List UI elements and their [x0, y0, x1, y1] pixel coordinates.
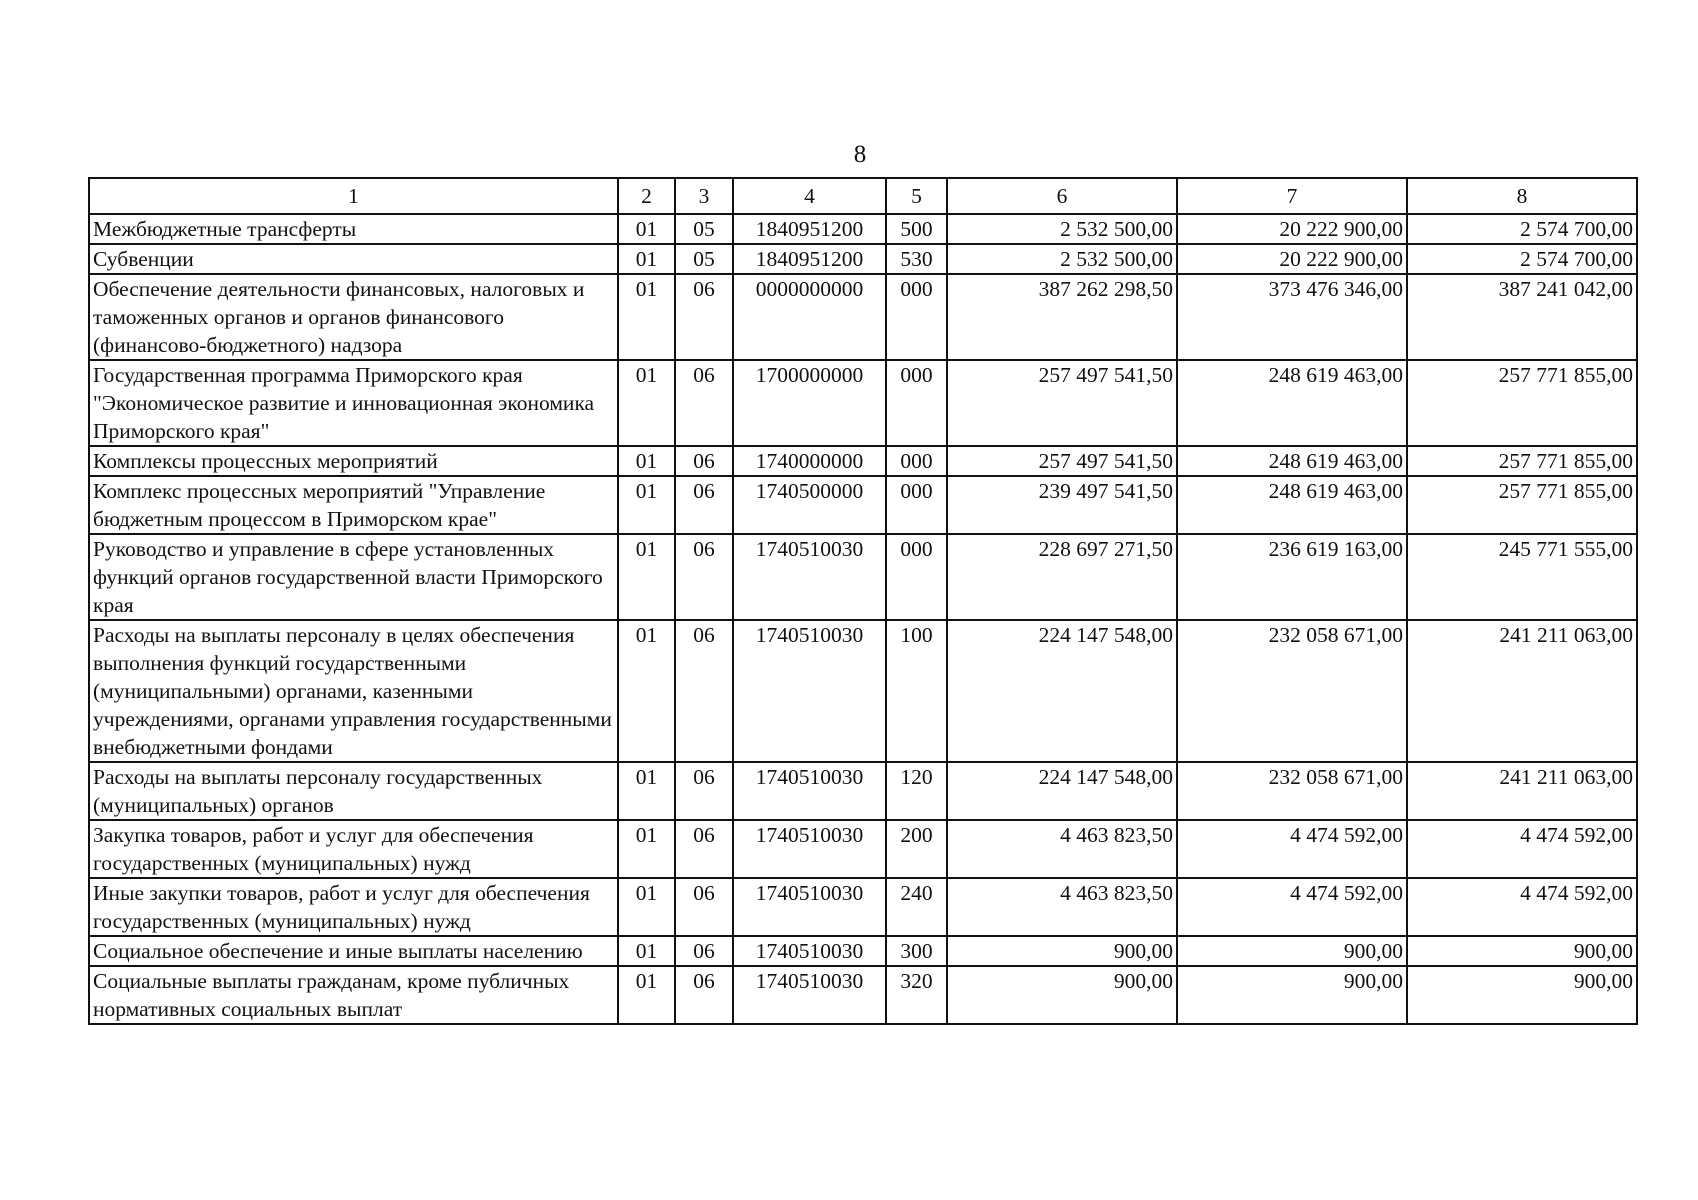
target-article-code: 1700000000: [733, 360, 886, 446]
target-article-code: 1740510030: [733, 762, 886, 820]
amount-col-6: 900,00: [947, 966, 1177, 1024]
expense-type-code: 000: [886, 446, 947, 476]
amount-col-6: 4 463 823,50: [947, 820, 1177, 878]
table-body: [89, 214, 1637, 1024]
expense-type-code: 240: [886, 878, 947, 936]
amount-col-8: 4 474 592,00: [1407, 820, 1637, 878]
column-number: 8: [1407, 178, 1637, 214]
amount-col-6: 257 497 541,50: [947, 360, 1177, 446]
amount-col-8: 900,00: [1407, 936, 1637, 966]
amount-col-8: 241 211 063,00: [1407, 762, 1637, 820]
amount-col-6: 228 697 271,50: [947, 534, 1177, 620]
section-code: 01: [618, 762, 675, 820]
amount-col-6: 2 532 500,00: [947, 244, 1177, 274]
amount-col-8: 2 574 700,00: [1407, 214, 1637, 244]
subsection-code: 06: [675, 274, 733, 360]
row-name: Иные закупки товаров, работ и услуг для обеспечения государственных (муниципальных) нужд: [89, 878, 618, 936]
table-row: [89, 534, 1637, 620]
subsection-code: 06: [675, 534, 733, 620]
amount-col-6: 257 497 541,50: [947, 446, 1177, 476]
table-row: [89, 620, 1637, 762]
subsection-code: 05: [675, 244, 733, 274]
amount-col-6: 224 147 548,00: [947, 620, 1177, 762]
expense-type-code: 120: [886, 762, 947, 820]
amount-col-8: 2 574 700,00: [1407, 244, 1637, 274]
amount-col-7: 232 058 671,00: [1177, 620, 1407, 762]
row-name: Комплексы процессных мероприятий: [89, 446, 618, 476]
section-code: 01: [618, 620, 675, 762]
amount-col-8: 4 474 592,00: [1407, 878, 1637, 936]
amount-col-6: 4 463 823,50: [947, 878, 1177, 936]
column-number: 7: [1177, 178, 1407, 214]
amount-col-8: 387 241 042,00: [1407, 274, 1637, 360]
amount-col-7: 248 619 463,00: [1177, 446, 1407, 476]
table-row: [89, 244, 1637, 274]
section-code: 01: [618, 936, 675, 966]
subsection-code: 06: [675, 476, 733, 534]
column-number: 2: [618, 178, 675, 214]
row-name: Расходы на выплаты персоналу государственных (муниципальных) органов: [89, 762, 618, 820]
table-row: [89, 360, 1637, 446]
amount-col-7: 248 619 463,00: [1177, 476, 1407, 534]
amount-col-7: 4 474 592,00: [1177, 820, 1407, 878]
amount-col-8: 900,00: [1407, 966, 1637, 1024]
column-number: 1: [89, 178, 618, 214]
amount-col-8: 257 771 855,00: [1407, 476, 1637, 534]
expense-type-code: 200: [886, 820, 947, 878]
row-name: Социальные выплаты гражданам, кроме публичных нормативных социальных выплат: [89, 966, 618, 1024]
subsection-code: 06: [675, 878, 733, 936]
amount-col-8: 245 771 555,00: [1407, 534, 1637, 620]
subsection-code: 05: [675, 214, 733, 244]
table-row: [89, 476, 1637, 534]
row-name: Субвенции: [89, 244, 618, 274]
section-code: 01: [618, 476, 675, 534]
target-article-code: 1740510030: [733, 936, 886, 966]
amount-col-7: 900,00: [1177, 936, 1407, 966]
amount-col-7: 20 222 900,00: [1177, 244, 1407, 274]
target-article-code: 1740510030: [733, 878, 886, 936]
table-row: [89, 762, 1637, 820]
amount-col-7: 236 619 163,00: [1177, 534, 1407, 620]
amount-col-6: 239 497 541,50: [947, 476, 1177, 534]
table-row: [89, 214, 1637, 244]
amount-col-7: 900,00: [1177, 966, 1407, 1024]
column-number: 4: [733, 178, 886, 214]
amount-col-6: 2 532 500,00: [947, 214, 1177, 244]
section-code: 01: [618, 360, 675, 446]
amount-col-7: 4 474 592,00: [1177, 878, 1407, 936]
row-name: Закупка товаров, работ и услуг для обеспечения государственных (муниципальных) нужд: [89, 820, 618, 878]
section-code: 01: [618, 820, 675, 878]
subsection-code: 06: [675, 762, 733, 820]
row-name: Межбюджетные трансферты: [89, 214, 618, 244]
target-article-code: 1740510030: [733, 620, 886, 762]
row-name: Расходы на выплаты персоналу в целях обеспечения выполнения функций государственными (муниципальными) органами, казенными учреждениями, органами управления государственными внебюджетными фондами: [89, 620, 618, 762]
section-code: 01: [618, 878, 675, 936]
amount-col-8: 241 211 063,00: [1407, 620, 1637, 762]
subsection-code: 06: [675, 936, 733, 966]
table-row: [89, 966, 1637, 1024]
amount-col-6: 900,00: [947, 936, 1177, 966]
target-article-code: 1840951200: [733, 214, 886, 244]
amount-col-8: 257 771 855,00: [1407, 360, 1637, 446]
amount-col-6: 224 147 548,00: [947, 762, 1177, 820]
amount-col-6: 387 262 298,50: [947, 274, 1177, 360]
expense-type-code: 100: [886, 620, 947, 762]
target-article-code: 1740510030: [733, 534, 886, 620]
target-article-code: 1840951200: [733, 244, 886, 274]
column-number-row: [89, 178, 1637, 214]
subsection-code: 06: [675, 446, 733, 476]
expense-type-code: 500: [886, 214, 947, 244]
row-name: Комплекс процессных мероприятий "Управление бюджетным процессом в Приморском крае": [89, 476, 618, 534]
row-name: Государственная программа Приморского края "Экономическое развитие и инновационная экономика Приморского края": [89, 360, 618, 446]
column-number: 6: [947, 178, 1177, 214]
page-number: 8: [853, 141, 867, 168]
expense-type-code: 320: [886, 966, 947, 1024]
amount-col-7: 232 058 671,00: [1177, 762, 1407, 820]
section-code: 01: [618, 214, 675, 244]
table-row: [89, 274, 1637, 360]
row-name: Руководство и управление в сфере установленных функций органов государственной власти Приморского края: [89, 534, 618, 620]
amount-col-7: 373 476 346,00: [1177, 274, 1407, 360]
expense-type-code: 300: [886, 936, 947, 966]
row-name: Социальное обеспечение и иные выплаты населению: [89, 936, 618, 966]
section-code: 01: [618, 966, 675, 1024]
row-name: Обеспечение деятельности финансовых, налоговых и таможенных органов и органов финансового (финансово-бюджетного) надзора: [89, 274, 618, 360]
section-code: 01: [618, 446, 675, 476]
subsection-code: 06: [675, 966, 733, 1024]
expense-type-code: 000: [886, 534, 947, 620]
column-number: 5: [886, 178, 947, 214]
expense-type-code: 000: [886, 476, 947, 534]
expense-type-code: 000: [886, 274, 947, 360]
target-article-code: 1740510030: [733, 966, 886, 1024]
section-code: 01: [618, 274, 675, 360]
expense-type-code: 000: [886, 360, 947, 446]
target-article-code: 1740500000: [733, 476, 886, 534]
amount-col-8: 257 771 855,00: [1407, 446, 1637, 476]
budget-table: [88, 177, 1638, 1025]
target-article-code: 1740510030: [733, 820, 886, 878]
column-number: 3: [675, 178, 733, 214]
amount-col-7: 248 619 463,00: [1177, 360, 1407, 446]
subsection-code: 06: [675, 820, 733, 878]
section-code: 01: [618, 534, 675, 620]
target-article-code: 1740000000: [733, 446, 886, 476]
target-article-code: 0000000000: [733, 274, 886, 360]
subsection-code: 06: [675, 360, 733, 446]
subsection-code: 06: [675, 620, 733, 762]
section-code: 01: [618, 244, 675, 274]
table-row: [89, 446, 1637, 476]
expense-type-code: 530: [886, 244, 947, 274]
table-row: [89, 878, 1637, 936]
amount-col-7: 20 222 900,00: [1177, 214, 1407, 244]
table-row: [89, 820, 1637, 878]
table-row: [89, 936, 1637, 966]
